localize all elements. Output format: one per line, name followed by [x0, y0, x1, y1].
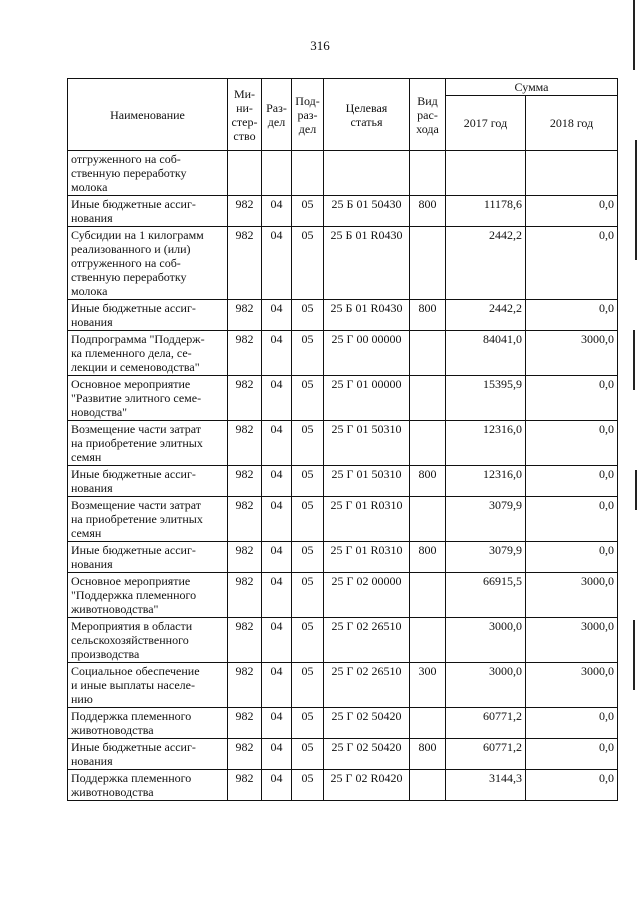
header-name: Наименование: [68, 79, 228, 151]
table-row: [68, 421, 618, 466]
cell-target: 25 Б 01 R0430: [324, 227, 410, 300]
cell-name: Подпрограмма "Поддерж- ка племенного дела, се- лекции и семеноводства": [68, 331, 228, 376]
header-section: Раз- дел: [262, 79, 292, 151]
cell-section: 04: [262, 663, 292, 708]
cell-ministry: [228, 151, 262, 196]
cell-subsection: 05: [292, 497, 324, 542]
cell-target: 25 Г 01 50310: [324, 466, 410, 497]
cell-ministry: 982: [228, 542, 262, 573]
cell-name: Возмещение части затрат на приобретение элитных семян: [68, 421, 228, 466]
table-row: [68, 376, 618, 421]
cell-ministry: 982: [228, 618, 262, 663]
cell-subsection: 05: [292, 300, 324, 331]
cell-section: 04: [262, 708, 292, 739]
table-row: [68, 497, 618, 542]
cell-subsection: 05: [292, 708, 324, 739]
cell-name: Мероприятия в области сельскохозяйственного производства: [68, 618, 228, 663]
cell-expense-type: [410, 770, 446, 801]
cell-sum-2018: 3000,0: [526, 331, 618, 376]
cell-ministry: 982: [228, 466, 262, 497]
cell-sum-2018: 3000,0: [526, 573, 618, 618]
cell-ministry: 982: [228, 331, 262, 376]
table-row: [68, 227, 618, 300]
cell-target: 25 Г 02 50420: [324, 708, 410, 739]
cell-subsection: 05: [292, 573, 324, 618]
cell-expense-type: [410, 618, 446, 663]
cell-ministry: 982: [228, 770, 262, 801]
cell-section: [262, 151, 292, 196]
cell-sum-2017: [446, 151, 526, 196]
cell-subsection: 05: [292, 770, 324, 801]
cell-name: Поддержка племенного животноводства: [68, 770, 228, 801]
cell-target: 25 Б 01 R0430: [324, 300, 410, 331]
cell-sum-2017: 3079,9: [446, 497, 526, 542]
cell-ministry: 982: [228, 739, 262, 770]
header-expense-type: Вид рас- хода: [410, 79, 446, 151]
scan-edge-marks: [629, 0, 640, 905]
cell-section: 04: [262, 739, 292, 770]
table-row: [68, 331, 618, 376]
header-subsection: Под- раз- дел: [292, 79, 324, 151]
cell-name: Иные бюджетные ассиг- нования: [68, 300, 228, 331]
cell-name: Субсидии на 1 килограмм реализованного и (или) отгруженного на соб- ственную переработку молока: [68, 227, 228, 300]
cell-expense-type: 800: [410, 466, 446, 497]
cell-expense-type: 300: [410, 663, 446, 708]
cell-sum-2018: 0,0: [526, 542, 618, 573]
cell-name: Иные бюджетные ассиг- нования: [68, 739, 228, 770]
cell-target: 25 Г 01 00000: [324, 376, 410, 421]
cell-expense-type: 800: [410, 300, 446, 331]
cell-sum-2018: 0,0: [526, 196, 618, 227]
cell-sum-2018: 0,0: [526, 376, 618, 421]
cell-sum-2017: 60771,2: [446, 708, 526, 739]
cell-sum-2018: 0,0: [526, 300, 618, 331]
cell-section: 04: [262, 227, 292, 300]
cell-sum-2017: 3144,3: [446, 770, 526, 801]
cell-section: 04: [262, 466, 292, 497]
cell-sum-2018: 0,0: [526, 708, 618, 739]
cell-sum-2018: 0,0: [526, 227, 618, 300]
header-year-2018: 2018 год: [526, 96, 618, 151]
cell-expense-type: 800: [410, 542, 446, 573]
cell-name: Социальное обеспечение и иные выплаты населе- нию: [68, 663, 228, 708]
cell-expense-type: [410, 421, 446, 466]
budget-table: [67, 78, 618, 801]
cell-section: 04: [262, 376, 292, 421]
cell-sum-2017: 3000,0: [446, 663, 526, 708]
cell-section: 04: [262, 573, 292, 618]
cell-target: 25 Г 01 50310: [324, 421, 410, 466]
cell-sum-2018: 0,0: [526, 770, 618, 801]
cell-target: 25 Г 01 R0310: [324, 542, 410, 573]
table-row: [68, 151, 618, 196]
cell-sum-2017: 66915,5: [446, 573, 526, 618]
cell-section: 04: [262, 300, 292, 331]
cell-sum-2017: 12316,0: [446, 421, 526, 466]
table-row: [68, 466, 618, 497]
cell-expense-type: [410, 573, 446, 618]
cell-target: 25 Г 02 26510: [324, 618, 410, 663]
cell-sum-2018: 0,0: [526, 497, 618, 542]
header-ministry: Ми- ни- стер- ство: [228, 79, 262, 151]
cell-subsection: 05: [292, 739, 324, 770]
table-row: [68, 770, 618, 801]
cell-section: 04: [262, 497, 292, 542]
table-row: [68, 618, 618, 663]
cell-name: Иные бюджетные ассиг- нования: [68, 542, 228, 573]
cell-expense-type: [410, 331, 446, 376]
cell-subsection: 05: [292, 331, 324, 376]
cell-target: 25 Г 02 00000: [324, 573, 410, 618]
cell-ministry: 982: [228, 300, 262, 331]
table-row: [68, 300, 618, 331]
cell-sum-2018: 3000,0: [526, 663, 618, 708]
cell-ministry: 982: [228, 421, 262, 466]
cell-sum-2017: 2442,2: [446, 227, 526, 300]
cell-section: 04: [262, 196, 292, 227]
cell-expense-type: [410, 708, 446, 739]
table-row: [68, 739, 618, 770]
table-body: [68, 151, 618, 801]
cell-target: 25 Г 02 50420: [324, 739, 410, 770]
cell-section: 04: [262, 331, 292, 376]
cell-ministry: 982: [228, 708, 262, 739]
cell-sum-2018: 0,0: [526, 739, 618, 770]
cell-name: отгруженного на соб- ственную переработку молока: [68, 151, 228, 196]
cell-subsection: 05: [292, 421, 324, 466]
cell-sum-2017: 15395,9: [446, 376, 526, 421]
cell-name: Возмещение части затрат на приобретение элитных семян: [68, 497, 228, 542]
cell-section: 04: [262, 542, 292, 573]
cell-ministry: 982: [228, 376, 262, 421]
cell-expense-type: 800: [410, 739, 446, 770]
table-row: [68, 196, 618, 227]
cell-target: 25 Г 02 26510: [324, 663, 410, 708]
cell-sum-2018: 0,0: [526, 466, 618, 497]
cell-expense-type: [410, 497, 446, 542]
cell-name: Иные бюджетные ассиг- нования: [68, 196, 228, 227]
cell-sum-2017: 60771,2: [446, 739, 526, 770]
cell-expense-type: 800: [410, 196, 446, 227]
cell-ministry: 982: [228, 497, 262, 542]
cell-name: Основное мероприятие "Развитие элитного семе- новодства": [68, 376, 228, 421]
cell-section: 04: [262, 770, 292, 801]
cell-sum-2017: 3000,0: [446, 618, 526, 663]
cell-sum-2017: 2442,2: [446, 300, 526, 331]
cell-expense-type: [410, 376, 446, 421]
cell-subsection: 05: [292, 376, 324, 421]
cell-subsection: 05: [292, 542, 324, 573]
cell-section: 04: [262, 421, 292, 466]
cell-subsection: 05: [292, 227, 324, 300]
cell-sum-2018: [526, 151, 618, 196]
cell-ministry: 982: [228, 227, 262, 300]
cell-subsection: 05: [292, 466, 324, 497]
cell-sum-2017: 12316,0: [446, 466, 526, 497]
cell-target: 25 Б 01 50430: [324, 196, 410, 227]
cell-name: Основное мероприятие "Поддержка племенного животноводства": [68, 573, 228, 618]
cell-ministry: 982: [228, 196, 262, 227]
cell-section: 04: [262, 618, 292, 663]
cell-sum-2017: 84041,0: [446, 331, 526, 376]
cell-sum-2017: 11178,6: [446, 196, 526, 227]
cell-expense-type: [410, 151, 446, 196]
table-row: [68, 663, 618, 708]
cell-subsection: [292, 151, 324, 196]
cell-target: 25 Г 01 R0310: [324, 497, 410, 542]
cell-name: Иные бюджетные ассиг- нования: [68, 466, 228, 497]
cell-target: 25 Г 00 00000: [324, 331, 410, 376]
cell-subsection: 05: [292, 663, 324, 708]
cell-ministry: 982: [228, 663, 262, 708]
cell-name: Поддержка племенного животноводства: [68, 708, 228, 739]
cell-subsection: 05: [292, 618, 324, 663]
table-row: [68, 542, 618, 573]
cell-ministry: 982: [228, 573, 262, 618]
page-number: 316: [310, 38, 330, 53]
header-year-2017: 2017 год: [446, 96, 526, 151]
table-row: [68, 708, 618, 739]
cell-target: 25 Г 02 R0420: [324, 770, 410, 801]
header-target: Целевая статья: [324, 79, 410, 151]
header-sum: Сумма: [446, 79, 618, 96]
cell-sum-2018: 0,0: [526, 421, 618, 466]
cell-expense-type: [410, 227, 446, 300]
cell-target: [324, 151, 410, 196]
cell-sum-2018: 3000,0: [526, 618, 618, 663]
table-row: [68, 573, 618, 618]
cell-subsection: 05: [292, 196, 324, 227]
cell-sum-2017: 3079,9: [446, 542, 526, 573]
